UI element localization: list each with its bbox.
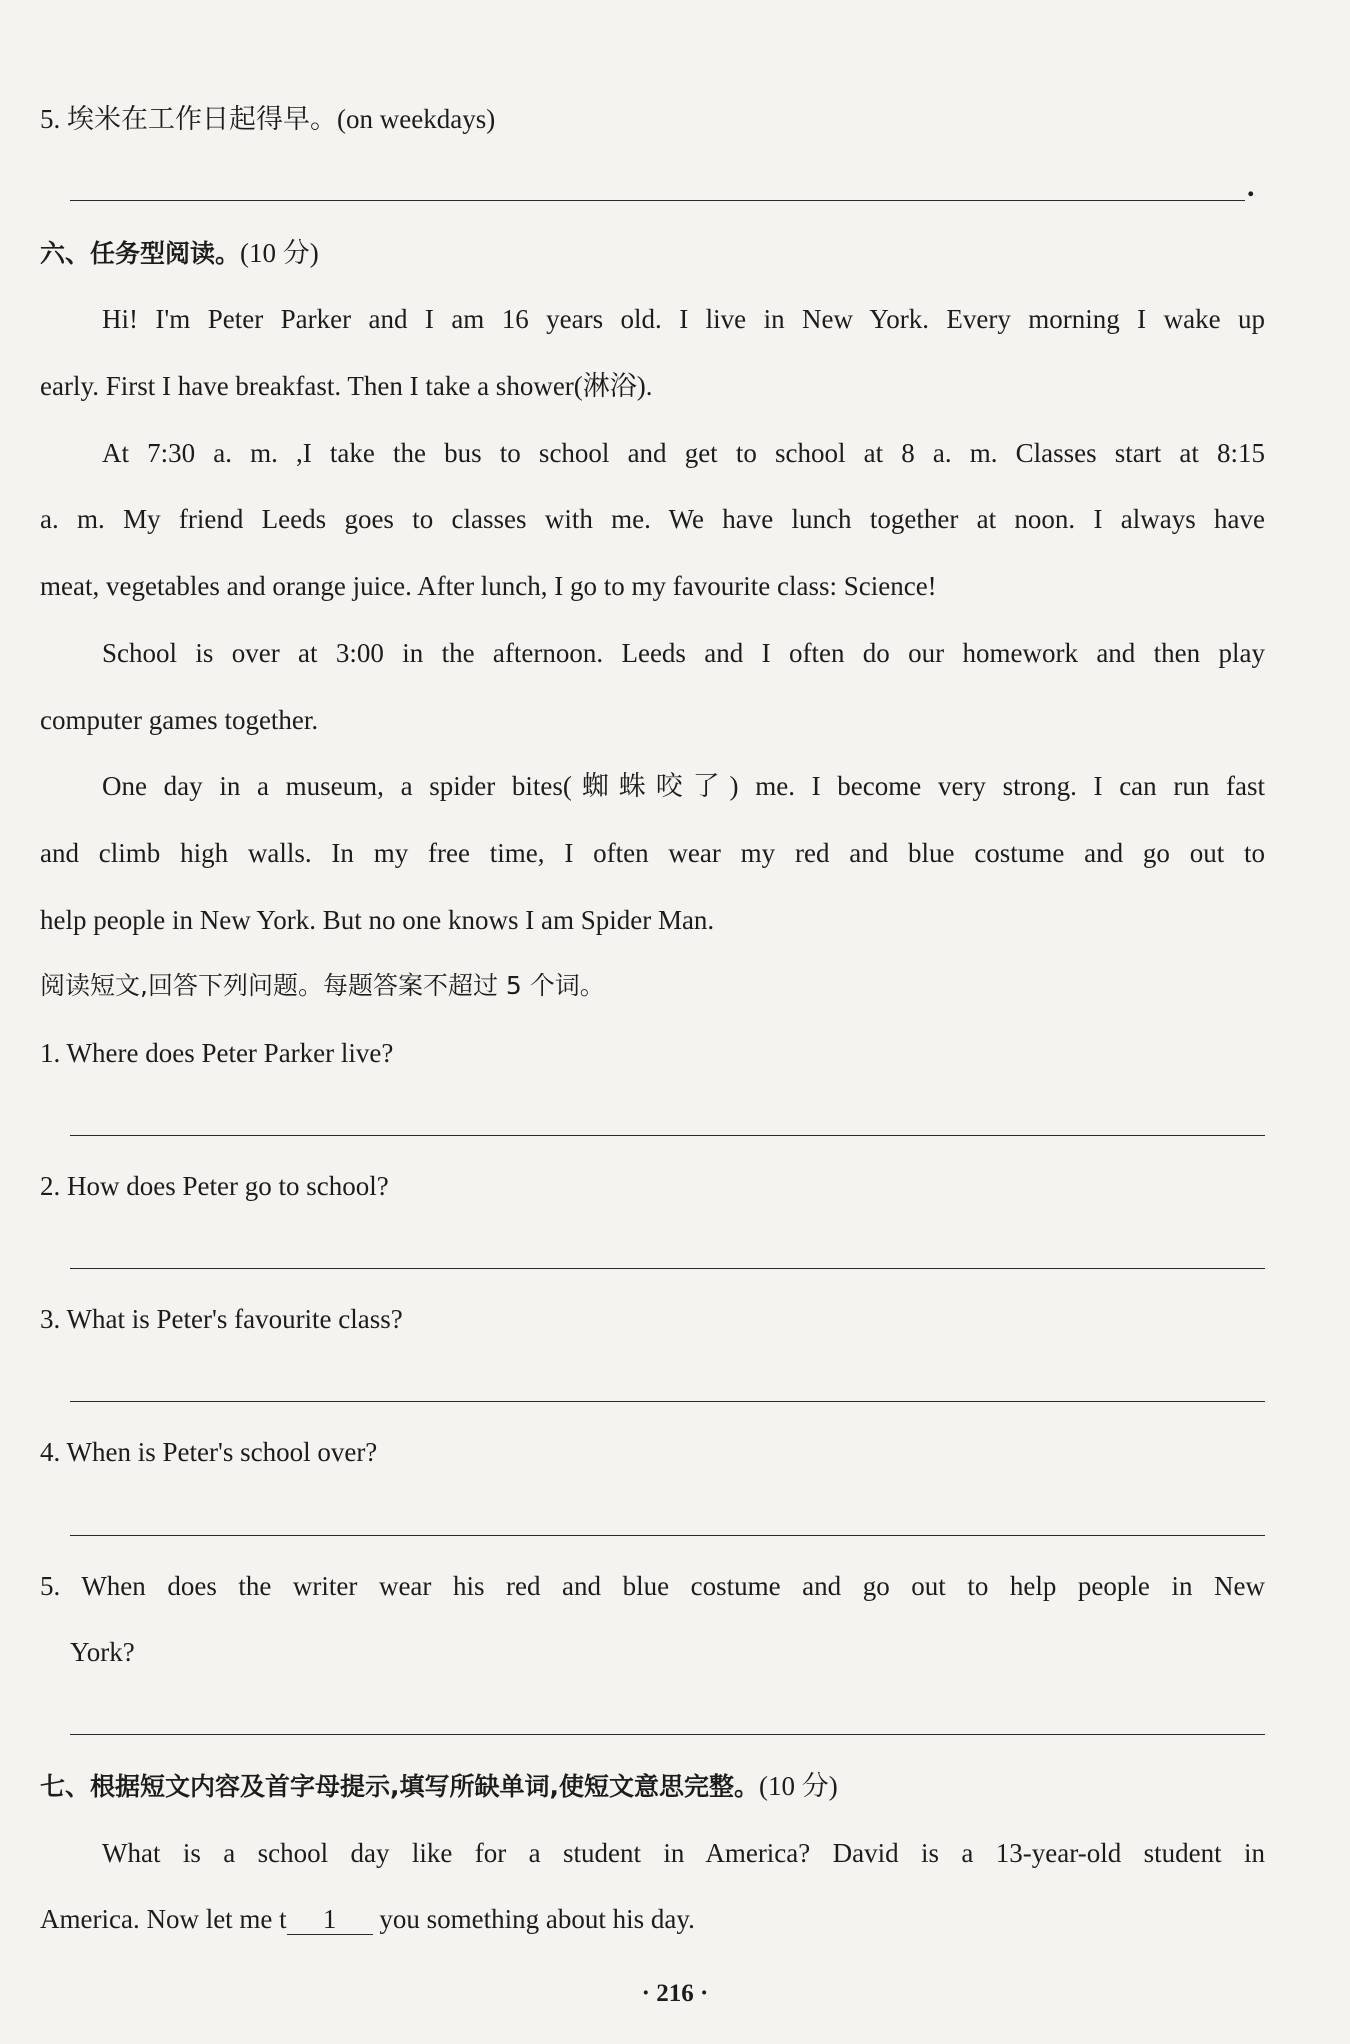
- translation-question-5: 5. 埃米在工作日起得早。(on weekdays): [40, 104, 496, 134]
- reading-question-4: 4. When is Peter's school over?: [40, 1437, 378, 1467]
- cloze-text: you something about his day.: [379, 1904, 695, 1934]
- cloze-line: [40, 1901, 1265, 1937]
- passage-line: help people in New York. But no one knows I am Spider Man.: [40, 905, 715, 935]
- reading-instruction: 阅读短文,回答下列问题。每题答案不超过 5 个词。: [40, 971, 605, 1000]
- section-7-title: 七、根据短文内容及首字母提示,填写所缺单词,使短文意思完整。: [40, 1772, 759, 1801]
- passage-line: a. m. My friend Leeds goes to classes with me. We have lunch together at noon. I always have: [40, 504, 1265, 534]
- reading-question-5-continued: York?: [70, 1637, 135, 1667]
- passage-line: computer games together.: [40, 705, 319, 735]
- passage-line: School is over at 3:00 in the afternoon. Leeds and I often do our homework and then play: [102, 638, 1265, 668]
- passage-line: and climb high walls. In my free time, I often wear my red and blue costume and go out to: [40, 838, 1265, 868]
- passage-line: One day in a museum, a spider bites(蜘蛛咬了) me. I become very strong. I can run fast: [102, 771, 1265, 801]
- page-number: · 216 ·: [641, 1980, 709, 2007]
- answer-line-translation-5: [70, 200, 1245, 201]
- answer-line-1: [70, 1135, 1265, 1136]
- passage-line: At 7:30 a. m. ,I take the bus to school and get to school at 8 a. m. Classes start at 8:15: [102, 438, 1265, 468]
- reading-question-2: 2. How does Peter go to school?: [40, 1171, 389, 1201]
- reading-question-5: 5. When does the writer wear his red and blue costume and go out to help people in New: [40, 1571, 1265, 1601]
- passage-line: meat, vegetables and orange juice. After lunch, I go to my favourite class: Science!: [40, 571, 937, 601]
- section-7-score: (10 分): [759, 1771, 838, 1801]
- reading-question-1: 1. Where does Peter Parker live?: [40, 1038, 394, 1068]
- section-6-score: (10 分): [240, 238, 319, 268]
- cloze-line: What is a school day like for a student in America? David is a 13-year-old student in: [102, 1838, 1265, 1868]
- answer-line-2: [70, 1268, 1265, 1269]
- section-7-heading: [40, 1768, 1265, 1805]
- section-6-title: 六、任务型阅读。: [40, 239, 241, 268]
- answer-line-4: [70, 1535, 1265, 1536]
- answer-line-3: [70, 1401, 1265, 1402]
- cloze-blank-1[interactable]: 1: [287, 1904, 373, 1935]
- cloze-text: America. Now let me t: [40, 1904, 287, 1934]
- answer-period: .: [1247, 170, 1255, 203]
- answer-line-5: [70, 1734, 1265, 1735]
- passage-line: Hi! I'm Peter Parker and I am 16 years old. I live in New York. Every morning I wake up: [102, 304, 1265, 334]
- passage-line: early. First I have breakfast. Then I take a shower(淋浴).: [40, 371, 653, 401]
- section-6-heading: [40, 235, 1265, 272]
- reading-question-3: 3. What is Peter's favourite class?: [40, 1304, 403, 1334]
